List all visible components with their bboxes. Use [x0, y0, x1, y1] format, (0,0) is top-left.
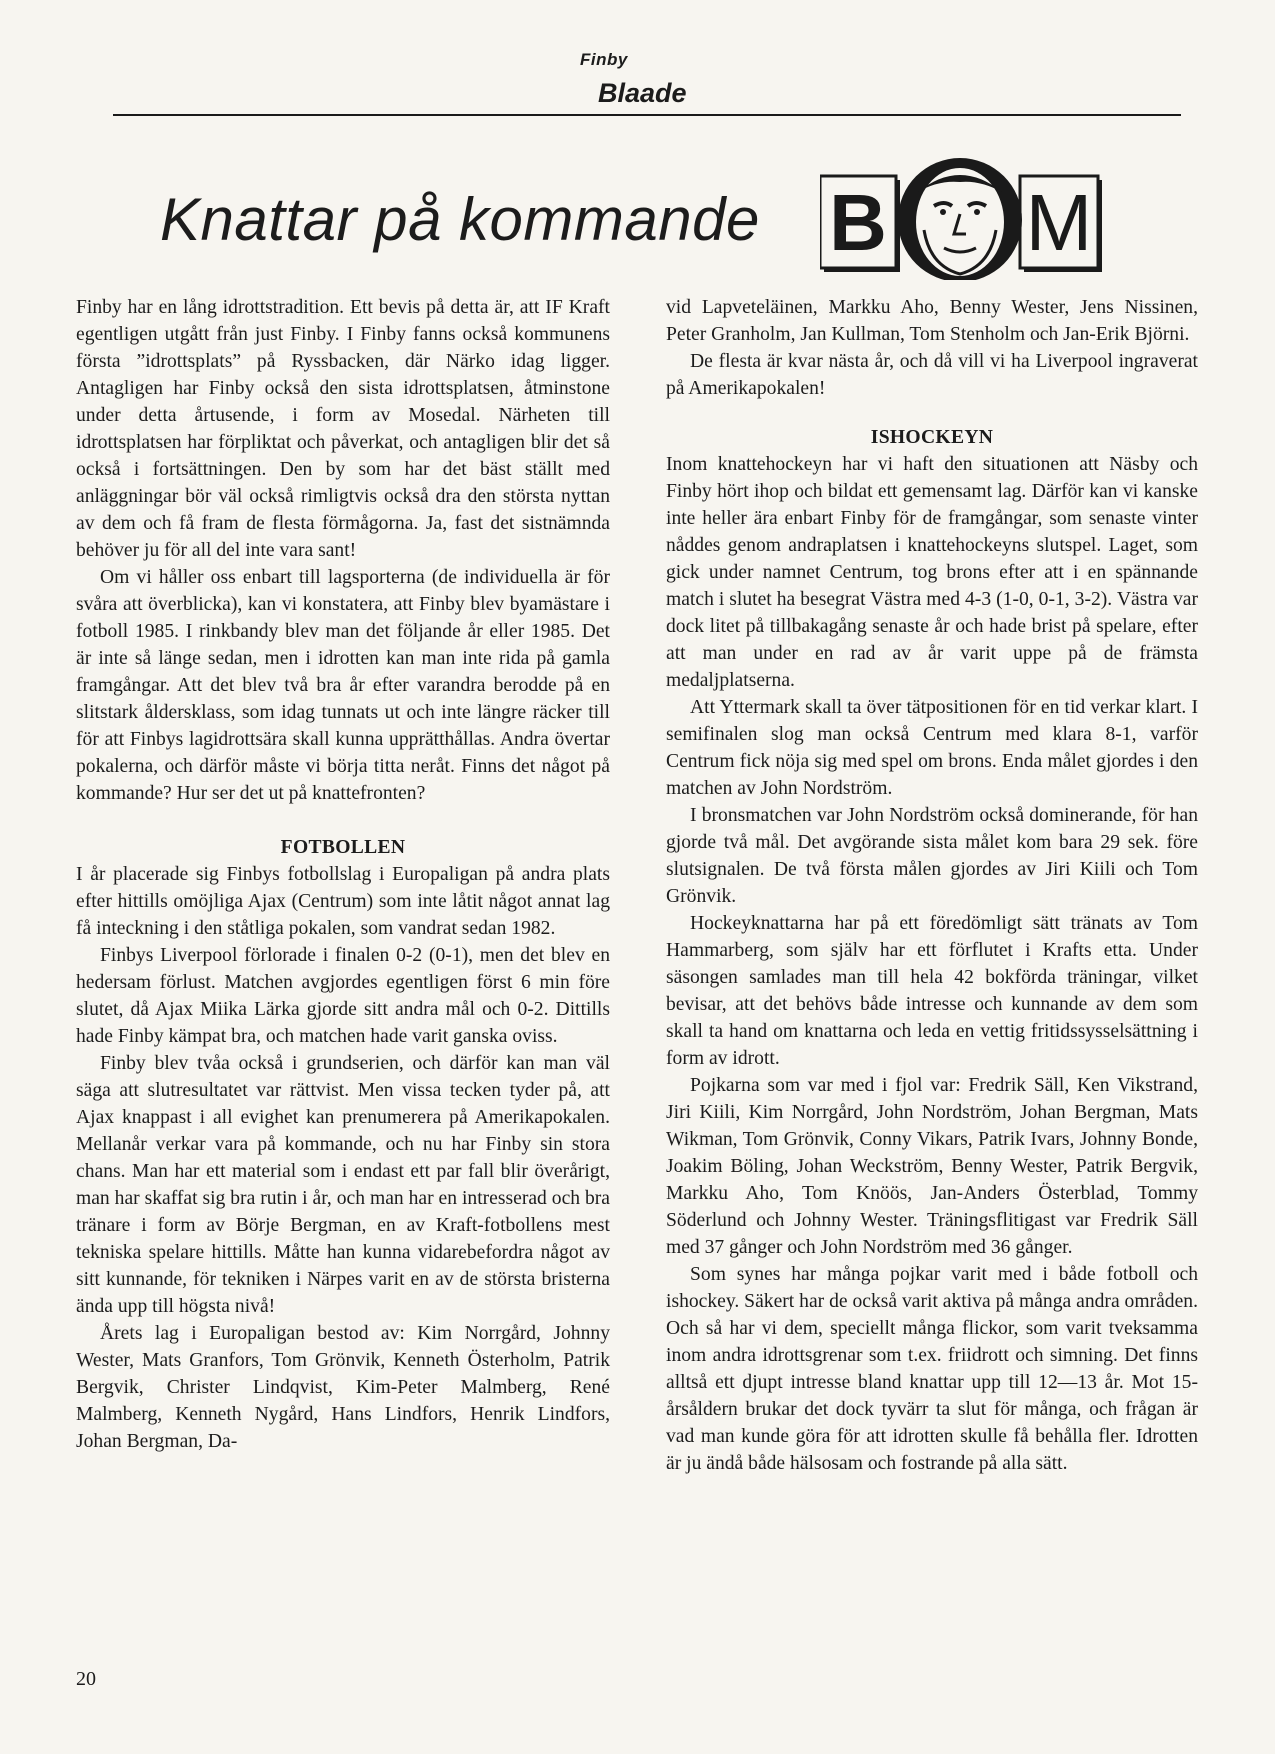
bom-letter-m: [1020, 176, 1102, 272]
right-column: [666, 294, 1198, 1477]
paragraph: Om vi håller oss enbart till lagsporterna (de individuella är för svåra att överblicka), kan vi konstatera, att Finby blev byamästare i fotboll 1985. I rinkbandy blev man det följande år eller 1985. Det är inte så länge sedan, men i idrotten kan man inte rida på gamla framgångar. Att det blev två bra år efter varandra berodde på en slitstark åldersklass, som idag tunnats ut och inte längre räcker till för att Finbys lagidrottsära skall kunna upprätthållas. Andra övertar pokalerna, och därför måste vi börja titta neråt. Finns det något på kommande? Hur ser det ut på knattefronten?: [76, 567, 610, 804]
paragraph: Som synes har många pojkar varit med i både fotboll och ishockey. Säkert har de också varit aktiva på många andra områden. Och så har vi dem, speciellt många flickor, som varit tveksamma inom andra idrottsgrenar som t.ex. friidrott och simning. Det finns alltså ett djupt intresse bland knattar upp till 12—13 år. Mot 15-årsåldern brukar det dock tyvärr ta slut för många, och frågan är vad man kunde göra för att idrotten skulle få behålla fler. Idrotten är ju ändå både hälsosam och fostrande på alla sätt.: [666, 1264, 1198, 1474]
paragraph: Finbys Liverpool förlorade i finalen 0-2 (0-1), men det blev en hedersam förlust. Matchen avgjordes egentligen först 6 min före slutet, då Ajax Miika Lärka gjorde sitt andra mål och 0-2. Dittills hade Finby kämpat bra, och matchen hade varit ganska oviss.: [76, 945, 610, 1047]
page-number: 20: [76, 1668, 96, 1690]
paragraph: Pojkarna som var med i fjol var: Fredrik Säll, Ken Vikstrand, Jiri Kiili, Kim Norrgård, John Nordström, Johan Bergman, Mats Wikman, Tom Grönvik, Conny Vikars, Patrik Ivars, Johnny Bonde, Joakim Böling, Johan Weckström, Benny Wester, Patrik Bergvik, Markku Aho, Tom Knöös, Jan-Anders Österblad, Tommy Söderlund och Johnny Wester. Träningsflitigast var Fredrik Säll med 37 gånger och John Nordström med 36 gånger.: [666, 1075, 1198, 1258]
header-rule: [113, 114, 1181, 116]
section-title-ishockeyn: ISHOCKEYN: [870, 427, 994, 448]
section-title-fotbollen: FOTBOLLEN: [280, 837, 406, 858]
paragraph: De flesta är kvar nästa år, och då vill vi ha Liverpool ingraverat på Amerikapokalen!: [666, 351, 1198, 399]
paragraph: Hockeyknattarna har på ett föredömligt sätt tränats av Tom Hammarberg, som själv har ett förflutet i Krafts etta. Under säsongen samlades man till hela 42 bokförda träningar, vilket bevisar, att det behövs både intresse och kunnande av dem som skall ta hand om knattarna och leda en vettig fritidssysselsättning i form av idrott.: [666, 913, 1198, 1069]
paragraph: Att Yttermark skall ta över tätpositionen för en tid verkar klart. I semifinalen slog man också Centrum med klara 8-1, varför Centrum fick nöja sig med spel om brons. Enda målet gjordes i den matchen av John Nordström.: [666, 697, 1198, 799]
paragraph: Årets lag i Europaligan bestod av: Kim Norrgård, Johnny Wester, Mats Granfors, Tom Grönvik, Kenneth Österholm, Patrik Bergvik, Christer Lindqvist, Kim-Peter Malmberg, René Malmberg, Kenneth Nygård, Hans Lindfors, Henrik Lindfors, Johan Bergman, Da-: [76, 1323, 610, 1452]
paragraph: Finby har en lång idrottstradition. Ett bevis på detta är, att IF Kraft egentligen utgått från just Finby. I Finby fanns också kommunens första ”idrottsplats” på Ryssbacken, där Närko idag ligger. Antagligen har Finby också den sista idrottsplatsen, åtminstone under detta årtusende, i form av Mosedal. Närheten till idrottsplatsen har förpliktat och påverkat, och antagligen blir det så också i fortsättningen. Den by som har det bäst ställt med anläggningar bör väl också rimligtvis också dra den största nyttan av dem och få fram de flesta förmågorna. Ja, fast det sistnämnda behöver ju för all del inte vara sant!: [76, 297, 610, 561]
bom-letter-b: [820, 176, 900, 272]
face-caricature-icon: [898, 158, 1022, 280]
left-column: [76, 294, 610, 1455]
bom-logo: [820, 150, 1105, 280]
paragraph: Inom knattehockeyn har vi haft den situationen att Näsby och Finby hört ihop och bildat ett gemensamt lag. Därför kan vi kanske inte heller ära enbart Finby för de framgångar, som senaste vinter nåddes genom andraplatsen i knattehockeyns slutspel. Laget, som gick under namnet Centrum, tog brons efter att i en spännande match i slutet ha besegrat Västra med 4-3 (1-0, 0-1, 3-2). Västra var dock litet på tillbakagång senaste år och hade brist på spelare, efter att man under en rad av år varit uppe på de främsta medaljplatserna.: [666, 454, 1198, 691]
paragraph: I år placerade sig Finbys fotbollslag i Europaligan på andra plats efter hittills omöjliga Ajax (Centrum) som inte låtit något annat lag få inteckning i den ståtliga pokalen, som vandrat sedan 1982.: [76, 864, 610, 939]
article-headline: Knattar på kommande: [160, 186, 760, 253]
paragraph: I bronsmatchen var John Nordström också dominerande, för han gjorde två mål. Det avgörande sista målet kom bara 29 sek. före slutsignalen. De två första målen gjordes av Jiri Kiili och Tom Grönvik.: [666, 805, 1198, 907]
masthead-line1: Finby: [580, 50, 628, 69]
masthead-line2: Blaade: [598, 78, 687, 108]
svg-text:B: B: [829, 178, 887, 267]
paragraph: vid Lapveteläinen, Markku Aho, Benny Wester, Jens Nissinen, Peter Granholm, Jan Kullman, Tom Stenholm och Jan-Erik Björni.: [666, 297, 1198, 345]
paragraph: Finby blev tvåa också i grundserien, och därför kan man väl säga att slutresultatet var rättvist. Men vissa tecken tyder på, att Ajax knappast i all evighet kan prenumerera på Amerikapokalen. Mellanår verkar vara på kommande, och nu har Finby sin stora chans. Man har ett material som i endast ett par fall blir överårigt, man har skaffat sig bra rutin i år, och man har en intresserad och bra tränare i form av Börje Bergman, en av Kraft-fotbollens mest tekniska spelare hittills. Måtte han kunna vidarebefordra något av sitt kunnande, för tekniken i Närpes varit en av de största bristerna ända upp till högsta nivå!: [76, 1053, 610, 1317]
svg-text:M: M: [1025, 178, 1093, 267]
